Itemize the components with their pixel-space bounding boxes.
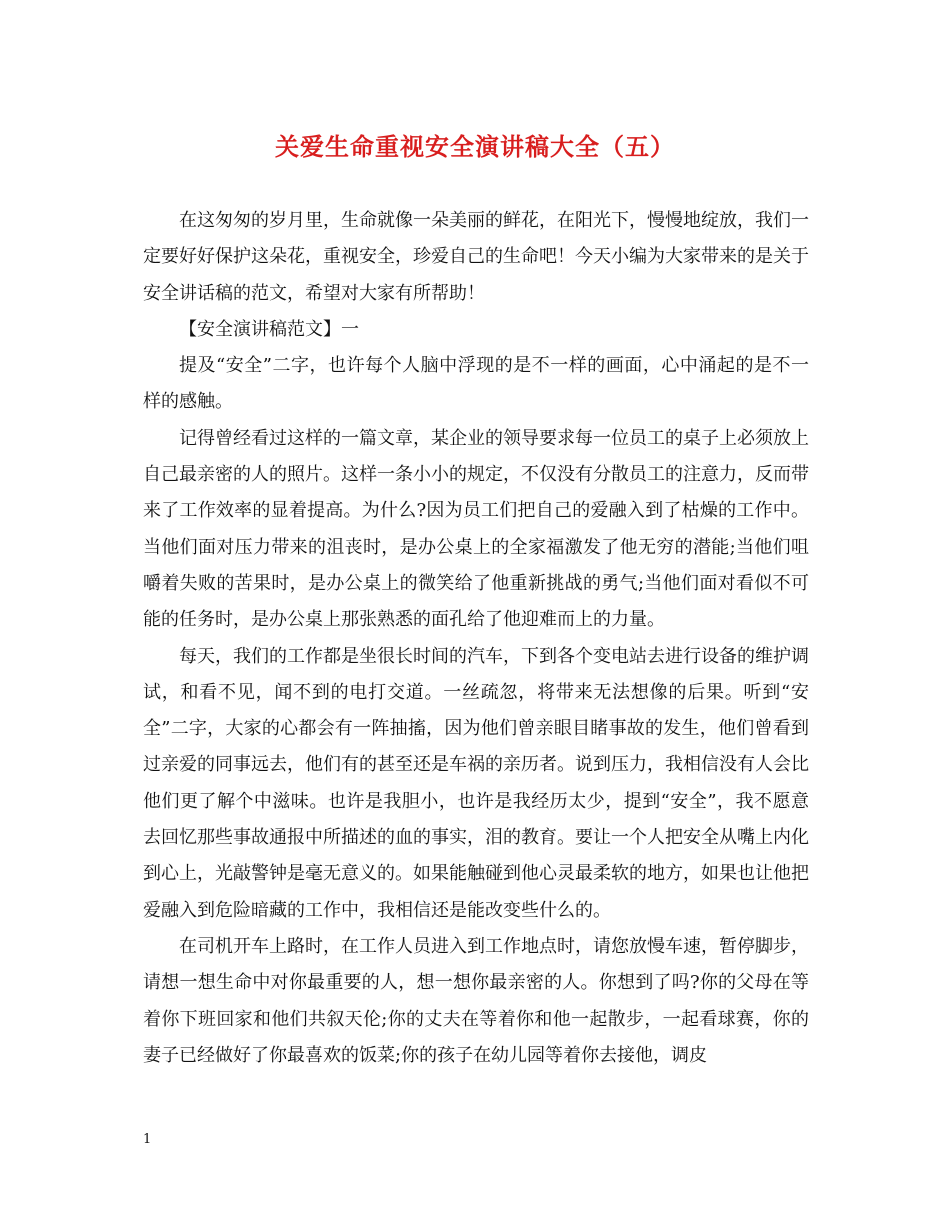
paragraph: 记得曾经看过这样的一篇文章，某企业的领导要求每一位员工的桌子上必须放上自己最亲密的人的照片。这样一条小小的规定，不仅没有分散员工的注意力，反而带来了工作效率的显着提高。为什么?因为员工们把自己的爱融入到了枯燥的工作中。当他们面对压力带来的沮丧时，是办公桌上的全家福激发了他无穷的潜能;当他们咀嚼着失败的苦果时，是办公桌上的微笑给了他重新挑战的勇气;当他们面对看似不可能的任务时，是办公桌上那张熟悉的面孔给了他迎难而上的力量。	[143, 427, 809, 631]
paragraph: 在司机开车上路时，在工作人员进入到工作地点时，请您放慢车速，暂停脚步，请想一想生命中对你最重要的人，想一想你最亲密的人。你想到了吗?你的父母在等着你下班回家和他们共叙天伦;你的丈夫在等着你和他一起散步，一起看球赛，你的妻子已经做好了你最喜欢的饭菜;你的孩子在幼儿园等着你去接他，调皮	[143, 935, 809, 1066]
paragraph-section-heading: 【安全演讲稿范文】一	[179, 318, 359, 340]
paragraph: 每天，我们的工作都是坐很长时间的汽车，下到各个变电站去进行设备的维护调试，和看不见，闻不到的电打交道。一丝疏忽，将带来无法想像的后果。听到“安全”二字，大家的心都会有一阵抽搐，因为他们曾亲眼目睹事故的发生，他们曾看到过亲爱的同事远去，他们有的甚至还是车祸的亲历者。说到压力，我相信没有人会比他们更了解个中滋味。也许是我胆小，也许是我经历太少，提到“安全”，我不愿意去回忆那些事故通报中所描述的血的事实，泪的教育。要让一个人把安全从嘴上内化到心上，光敲警钟是毫无意义的。如果能触碰到他心灵最柔软的地方，如果也让他把爱融入到危险暗藏的工作中，我相信还是能改变些什么的。	[143, 645, 809, 921]
document-title: 关爱生命重视安全演讲稿大全（五）	[275, 132, 675, 161]
page-number: 1	[143, 1132, 152, 1147]
paragraph: 提及“安全”二字，也许每个人脑中浮现的是不一样的画面，心中涌起的是不一样的感触。	[143, 355, 809, 413]
document-body	[143, 203, 809, 1074]
paragraph-intro: 在这匆匆的岁月里，生命就像一朵美丽的鲜花，在阳光下，慢慢地绽放，我们一定要好好保护这朵花，重视安全，珍爱自己的生命吧！今天小编为大家带来的是关于安全讲话稿的范文，希望对大家有所帮助！	[143, 210, 809, 304]
